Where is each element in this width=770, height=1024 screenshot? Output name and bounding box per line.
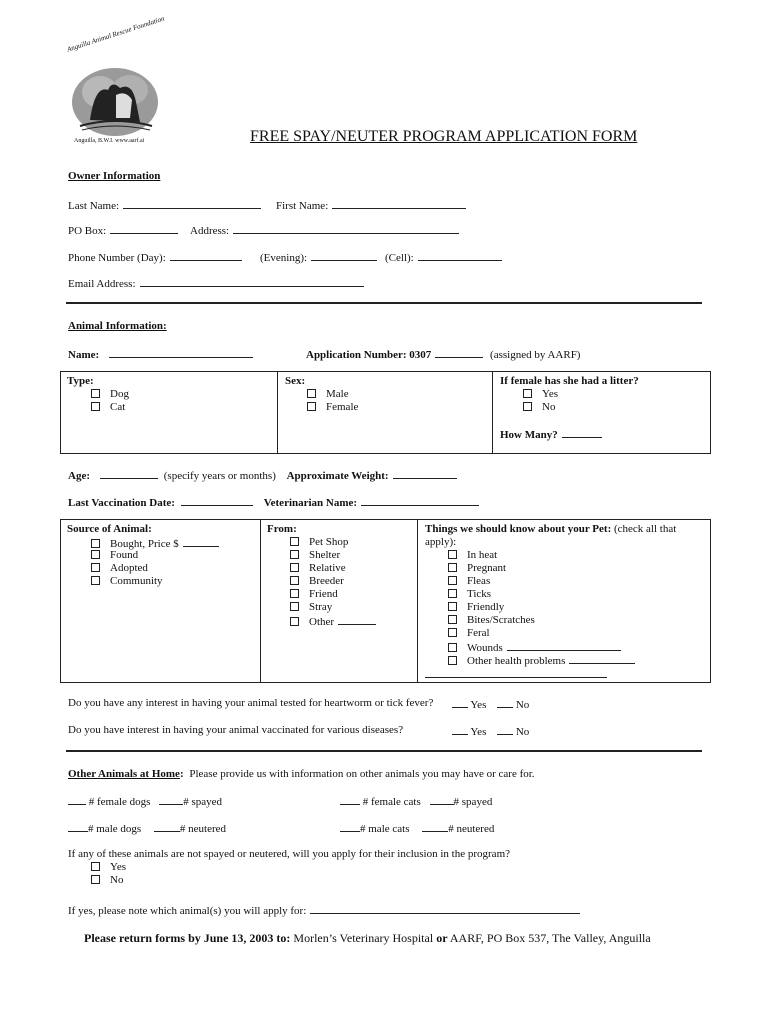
how-many-row [500,427,602,441]
heartworm-question [68,697,433,709]
vaccination-yes-label: Yes [470,726,487,738]
first-name-label: First Name: [276,200,329,212]
things-label: Things we should know about your Pet: [425,523,612,535]
type-option-dog[interactable]: Dog [91,388,129,401]
vaccination-no-label: No [515,726,530,738]
litter-no-checkbox[interactable] [523,402,532,411]
fleas-checkbox[interactable] [448,576,457,585]
heartworm-question-text: Do you have any interest in having your animal tested for heartworm or tick fever? [68,697,434,709]
male-cats-neutered-field[interactable] [422,821,448,832]
female-dogs-spayed-field[interactable] [159,794,183,805]
things-option-pregnant[interactable]: Pregnant [448,562,506,575]
last-name-row [68,198,261,212]
heartworm-yes-label: Yes [470,699,487,711]
from-option-breeder[interactable]: Breeder [290,575,344,588]
phone-row [68,250,242,264]
things-heading [425,523,676,535]
owner-heading: Owner Information [68,170,161,182]
age-field[interactable] [100,468,158,479]
sex-option-male[interactable]: Male [307,388,349,401]
adopted-checkbox[interactable] [91,563,100,572]
po-box-field[interactable] [110,223,178,234]
phone-evening-field[interactable] [311,250,377,261]
male-cats-field[interactable] [340,821,360,832]
friendly-checkbox[interactable] [448,602,457,611]
female-cats-row: # female cats # spayed [340,794,492,808]
litter-label: If female has she had a litter? [500,375,639,387]
inclusion-option-no[interactable]: No [91,874,123,887]
cell-row [385,250,502,264]
things-hint: (check all that [613,523,677,535]
type-label: Type: [67,375,94,387]
dog-checkbox[interactable] [91,389,100,398]
community-checkbox[interactable] [91,576,100,585]
from-option-relative[interactable]: Relative [290,562,346,575]
inclusion-no-checkbox[interactable] [91,875,100,884]
litter-yes-checkbox[interactable] [523,389,532,398]
source-option-adopted[interactable]: Adopted [91,562,148,575]
found-checkbox[interactable] [91,550,100,559]
other-animals-heading: Other Animals at Home [68,768,180,780]
address-row [190,223,459,237]
from-option-friend[interactable]: Friend [290,588,338,601]
vaccination-yes-field[interactable] [452,724,468,735]
vaccination-question [68,724,403,736]
female-dogs-field[interactable] [68,794,86,805]
things-option-fleas[interactable]: Fleas [448,575,490,588]
phone-day-label: Phone Number (Day): [68,252,166,264]
vaccination-no-field[interactable] [497,724,513,735]
litter-option-no[interactable]: No [523,401,555,414]
animal-name-field[interactable] [109,347,253,358]
form-title: FREE SPAY/NEUTER PROGRAM APPLICATION FORM [250,128,638,145]
email-label: Email Address: [68,278,136,290]
stray-checkbox[interactable] [290,602,299,611]
type-option-cat[interactable]: Cat [91,401,125,414]
heartworm-yes-field[interactable] [452,697,468,708]
male-dogs-neutered-field[interactable] [154,821,180,832]
assigned-note: (assigned by AARF) [490,349,581,361]
male-checkbox[interactable] [307,389,316,398]
other-health-extra-line[interactable] [425,667,607,678]
vaccination-answers [452,724,529,738]
po-box-row [68,223,178,237]
app-number-label: Application Number: 0307 [306,349,432,361]
inclusion-option-yes[interactable]: Yes [91,861,126,874]
phone-cell-label: (Cell): [385,252,414,264]
footer-or: or [436,931,448,945]
things-option-other-health[interactable]: Other health problems [448,653,635,668]
logo-bottom-text: Anguilla, B.W.I. www.aarf.ai [74,138,145,144]
source-option-found[interactable]: Found [91,549,138,562]
source-option-community[interactable]: Community [91,575,163,588]
sex-label: Sex: [285,375,306,387]
wounds-checkbox[interactable] [448,643,457,652]
footer-hospital: Morlen’s Veterinary Hospital [293,931,434,945]
things-option-wounds[interactable]: Wounds [448,640,621,655]
email-field[interactable] [140,276,364,287]
footer-return-by: Please return forms by June 13, 2003 to: [84,931,291,945]
vaccination-question-text: Do you have interest in having your animal vaccinated for various diseases? [68,724,404,736]
source-label: Source of Animal: [67,523,152,535]
last-vacc-label: Last Vaccination Date: [68,497,175,509]
vet-name-label: Veterinarian Name: [263,497,358,509]
things-option-feral[interactable]: Feral [448,627,490,640]
animal-heading: Animal Information: [68,320,167,332]
vet-name-field[interactable] [361,495,479,506]
inclusion-question: If any of these animals are not spayed or neutered, will you apply for their inclusion in the program? [68,848,511,860]
last-vacc-field[interactable] [181,495,253,506]
male-cats-row: # male cats # neutered [340,821,494,835]
source-option-bought[interactable]: Bought, Price $ [91,536,219,551]
price-field[interactable] [183,536,219,547]
litter-option-yes[interactable]: Yes [523,388,558,401]
divider-1 [66,302,702,304]
first-name-field[interactable] [332,198,466,209]
logo-ring-text: Anguilla Animal Rescue Foundation [66,14,166,54]
female-dogs-row: # female dogs # spayed [68,794,222,808]
vaccination-row [68,495,479,509]
female-cats-spayed-field[interactable] [430,794,454,805]
animal-name-row [68,347,253,361]
bought-checkbox[interactable] [91,539,100,548]
things-option-in-heat[interactable]: In heat [448,549,497,562]
heartworm-answers [452,697,529,711]
other-animals-intro: Please provide us with information on other animals you may have or care for. [189,768,535,780]
sex-option-female[interactable]: Female [307,401,358,414]
source-box [60,519,711,683]
weight-field[interactable] [393,468,457,479]
heartworm-no-label: No [515,699,530,711]
cat-checkbox[interactable] [91,402,100,411]
app-number-field[interactable] [435,347,483,358]
first-name-row [276,198,466,212]
other-checkbox[interactable] [290,617,299,626]
from-option-shelter[interactable]: Shelter [290,549,340,562]
phone-evening-label: (Evening): [260,252,308,264]
things-option-ticks[interactable]: Ticks [448,588,491,601]
age-label: Age: [68,470,90,482]
app-number-row [306,347,580,361]
other-source-field[interactable] [338,614,376,625]
ticks-checkbox[interactable] [448,589,457,598]
from-option-stray[interactable]: Stray [290,601,332,614]
wounds-field[interactable] [507,640,621,651]
female-checkbox[interactable] [307,402,316,411]
bites-checkbox[interactable] [448,615,457,624]
shelter-checkbox[interactable] [290,550,299,559]
male-dogs-row: # male dogs # neutered [68,821,226,835]
inclusion-yes-checkbox[interactable] [91,862,100,871]
last-name-field[interactable] [123,198,261,209]
divider-2 [66,750,702,752]
last-name-label: Last Name: [68,200,120,212]
address-label: Address: [190,225,230,237]
email-row [68,276,364,290]
heartworm-no-field[interactable] [497,697,513,708]
friend-checkbox[interactable] [290,589,299,598]
footer [84,931,651,946]
pet-shop-checkbox[interactable] [290,537,299,546]
relative-checkbox[interactable] [290,563,299,572]
things-hint-2: apply): [425,536,457,548]
other-health-field[interactable] [569,653,635,664]
female-cats-field[interactable] [340,794,360,805]
in-heat-checkbox[interactable] [448,550,457,559]
pregnant-checkbox[interactable] [448,563,457,572]
age-hint: (specify years or months) [163,470,276,482]
things-option-bites[interactable]: Bites/Scratches [448,614,535,627]
animal-name-label: Name: [68,349,100,361]
other-health-checkbox[interactable] [448,656,457,665]
from-option-pet-shop[interactable]: Pet Shop [290,536,348,549]
phone-cell-field[interactable] [418,250,502,261]
how-many-label: How Many? [500,429,558,441]
logo [60,14,170,150]
other-animals-heading-row: Other Animals at Home: Please provide us with information on other animals you may have or care for. [68,768,535,780]
how-many-field[interactable] [562,427,602,438]
weight-label: Approximate Weight: [286,470,389,482]
feral-checkbox[interactable] [448,628,457,637]
things-option-friendly[interactable]: Friendly [448,601,504,614]
evening-row [260,250,377,264]
breeder-checkbox[interactable] [290,576,299,585]
logo-graphic [60,40,170,150]
phone-day-field[interactable] [170,250,242,261]
from-option-other[interactable]: Other [290,614,376,629]
footer-address: AARF, PO Box 537, The Valley, Anguilla [449,931,651,945]
apply-note-field[interactable] [310,903,580,914]
from-label: From: [267,523,297,535]
type-sex-box [60,371,711,454]
apply-note-row [68,903,580,917]
age-row [68,468,457,482]
male-dogs-field[interactable] [68,821,88,832]
address-field[interactable] [233,223,459,234]
po-box-label: PO Box: [68,225,107,237]
apply-note-label: If yes, please note which animal(s) you will apply for: [68,905,307,917]
